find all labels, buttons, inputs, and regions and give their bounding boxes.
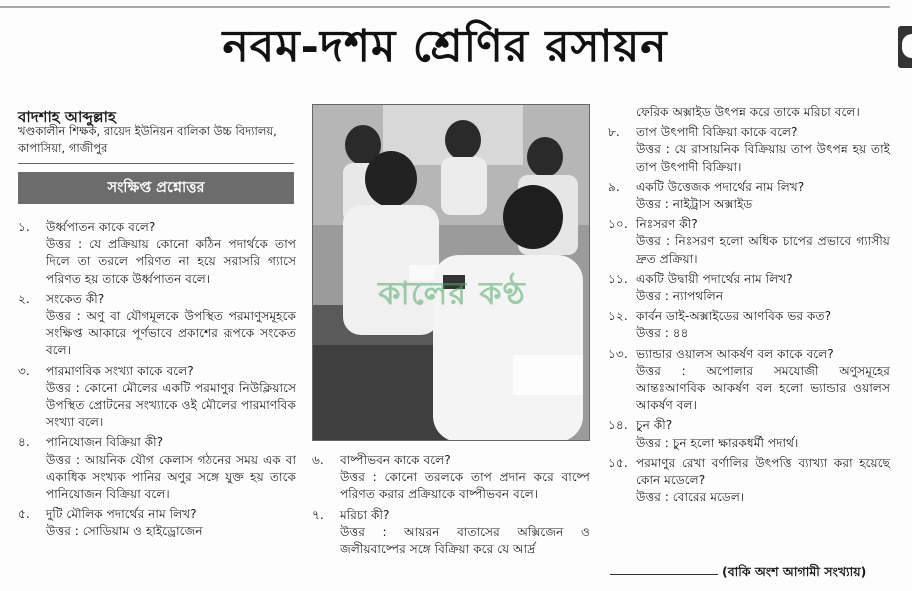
qa-answer: উত্তর : ৪৪ (636, 326, 689, 341)
qa-continuation: ফেরিক অক্সাইড উৎপন্ন করে তাকে মরিচা বলে। (636, 105, 860, 119)
qa-answer: উত্তর : অণু বা যৌগমূলকে উপস্থিত পরমাণুসমূহকে সংক্ষিপ্ত আকারে পূর্ণভাবে প্রকাশের রূপকে সংকেত বলে। (46, 309, 296, 358)
qa-item-7 (312, 507, 590, 559)
qa-item-5 (18, 506, 296, 540)
qa-item-3 (18, 363, 296, 432)
qa-item-1 (18, 219, 296, 288)
qa-question: পারমাণবিক সংখ্যা কাকে বলে? (46, 363, 194, 378)
top-rule (0, 6, 890, 8)
qa-answer: উত্তর : আয়নিক যৌগ কেলাস গঠনের সময় এক বা একাধিক সংখ্যক পানির অণুর সঙ্গে যুক্ত হয় তাকে পানিযোজন বিক্রিয়া বলে। (46, 452, 296, 502)
qa-question: তাপ উৎপাদী বিক্রিয়া কাকে বলে? (636, 125, 798, 140)
footer-rule (610, 574, 718, 575)
continued-note: (বাকি অংশ আগামী সংখ্যায়) (722, 564, 867, 579)
qa-answer: উত্তর : কোনো তরলকে তাপ প্রদান করে বাষ্পে পরিণত করার প্রক্রিয়াকে বাষ্পীভবন বলে। (340, 470, 590, 502)
qa-answer: উত্তর : অপোলার সমযোজী অণুসমূহের আন্তঃআণবিক আকর্ষণ বল হলো ভ্যান্ডার ওয়ালস আকর্ষণ বল। (636, 363, 890, 413)
qa-answer: উত্তর : নিঃসরণ হলো অধিক চাপের প্রভাবে গ্যাসীয় দ্রুত প্রক্রিয়া। (636, 234, 890, 266)
qa-question: সংকেত কী? (46, 291, 105, 306)
qa-question: দুটি মৌলিক পদার্থের নাম লিখ? (46, 507, 197, 522)
qa-answer: উত্তর : যে প্রক্রিয়ায় কোনো কঠিন পদার্থকে তাপ দিলে তা তরলে পরিণত না হয়ে সরাসরি গ্যাসে পরিণত হয় তাকে উর্ধ্বপাতন বলে। (46, 237, 296, 286)
qa-question: নিঃসরণ কী? (636, 217, 698, 232)
photo-watermark: কালের কণ্ঠ (378, 274, 526, 312)
qa-number: ১০. (608, 217, 628, 232)
qa-question: একটি উদ্বায়ী পদার্থের নাম লিখ? (636, 271, 793, 286)
classroom-photo-illustration (313, 105, 590, 441)
qa-question: বাষ্পীভবন কাকে বলে? (340, 453, 451, 467)
author-name: বাদশাহ আব্দুল্লাহ (18, 108, 116, 126)
qa-question: পরমাণুর রেখা বর্ণালির উৎপত্তি ব্যাখ্যা করা হয়েছে কোন মডেলে? (636, 455, 890, 488)
page-title: নবম-দশম শ্রেণির রসায়ন (222, 21, 668, 72)
qa-answer: উত্তর : আয়রন বাতাসের অক্সিজেন ও জলীয়বাষ্পের সঙ্গে বিক্রিয়া করে যে আর্দ্র (340, 524, 590, 557)
qa-answer: উত্তর : যে রাসায়নিক বিক্রিয়ায় তাপ উৎপন্ন হয় তাই তাপ উৎপাদী বিক্রিয়া। (636, 142, 890, 174)
article-photo (312, 104, 590, 441)
qa-question: একটি উত্তেজক পদার্থের নাম লিখ? (636, 179, 805, 194)
qa-answer: উত্তর : বোরের মডেল। (636, 490, 745, 505)
qa-question: ভ্যান্ডার ওয়ালস আকর্ষণ বল কাকে বলে? (636, 346, 834, 361)
qa-number: ১৪. (608, 418, 628, 433)
qa-number: ৮. (608, 125, 620, 140)
author-divider (18, 163, 294, 164)
qa-item-12 (608, 308, 890, 342)
qa-question: মরিচা কী? (340, 507, 390, 522)
qa-number: ১. (18, 220, 30, 234)
qa-number: ১২. (608, 309, 628, 324)
qa-item-6 (312, 452, 590, 504)
qa-number: ৯. (608, 179, 620, 194)
qa-item-15 (608, 455, 890, 507)
qa-answer: উত্তর : নাইট্রাস অক্সাইড (636, 197, 753, 212)
qa-number: ১৩. (608, 346, 628, 361)
qa-answer: উত্তর : কোনো মৌলের একটি পরমাণুর নিউক্লিয়াসে উপস্থিত প্রোটনের সংখ্যাকে ওই মৌলের পারমাণবিক সংখ্যা বলে। (46, 380, 296, 430)
qa-item-14 (608, 417, 890, 451)
qa-answer: উত্তর : চুন হলো ক্ষারকধর্মী পদার্থ। (636, 435, 799, 450)
qa-item-9 (608, 179, 890, 213)
page-corner-tab (898, 26, 912, 68)
qa-question: কার্বন ডাই-অক্সাইডের আণবিক ভর কত? (636, 309, 832, 324)
column-left (18, 219, 296, 544)
column-middle (312, 452, 590, 561)
column-right (608, 104, 890, 509)
qa-number: ১১. (608, 271, 628, 286)
qa-number: ৫. (18, 507, 30, 522)
qa-question: উর্ধ্বপাতন কাকে বলে? (46, 220, 156, 234)
qa-item-4 (18, 434, 296, 503)
qa-question: পানিযোজন বিক্রিয়া কী? (46, 435, 164, 450)
qa-item-8 (608, 124, 890, 176)
qa-item-10 (608, 216, 890, 268)
qa-number: ৬. (312, 453, 324, 467)
qa-number: ২. (18, 291, 30, 306)
qa-answer: উত্তর : সোডিয়াম ও হাইড্রোজেন (46, 524, 203, 539)
qa-answer: উত্তর : ন্যাপথলিন (636, 289, 724, 304)
qa-number: ৪. (18, 435, 30, 450)
qa-item-13 (608, 346, 890, 415)
qa-number: ১৫. (608, 455, 628, 470)
qa-item-11 (608, 271, 890, 305)
qa-number: ৩. (18, 363, 30, 378)
qa-number: ৭. (312, 507, 324, 522)
section-heading: সংক্ষিপ্ত প্রশ্নোত্তর (18, 172, 294, 204)
qa-item-2 (18, 291, 296, 360)
author-designation: খণ্ডকালীন শিক্ষক, রায়েদ ইউনিয়ন বালিকা উচ্চ বিদ্যালয়, কাপাসিয়া, গাজীপুর (18, 124, 277, 155)
qa-question: চুন কী? (636, 418, 673, 433)
